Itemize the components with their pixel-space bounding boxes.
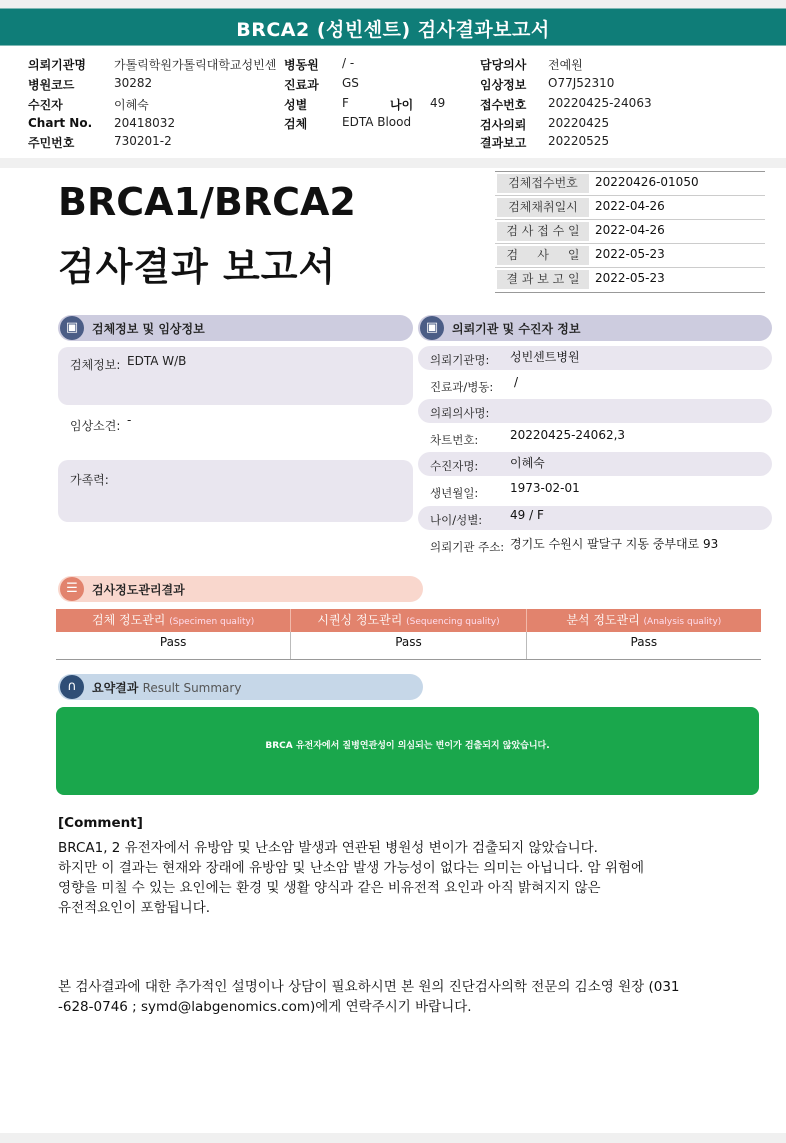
institution-row [418,452,772,476]
specimen-label: 검체정보: [70,358,121,372]
header-value: 20220425 [548,116,610,130]
quality-header-sub: (Sequencing quality) [406,617,500,627]
quality-section-header [58,576,423,602]
quality-value: Pass [56,632,291,659]
institution-row [418,346,772,370]
institution-value: 이혜숙 [510,456,545,470]
institution-row [418,533,772,557]
institution-key: 차트번호: [430,433,479,447]
meta-row [495,268,765,292]
comment-line: 유전적요인이 포함됩니다. [58,900,211,916]
quality-value: Pass [291,632,526,659]
institution-key: 의뢰기관 주소: [430,540,505,554]
summary-section-title [92,679,241,696]
meta-row [495,172,765,196]
summary-section-header [58,674,423,700]
specimen-value: EDTA W/B [127,354,187,368]
header-key: Chart No. [28,116,93,130]
header-value: O77J52310 [548,76,615,90]
quality-header-cell [56,609,291,632]
header-value: 20220525 [548,134,610,148]
report-meta-table [495,171,765,293]
ribbon-icon: ∩ [60,675,84,699]
result-summary-box [56,707,759,795]
summary-heading-en: Result Summary [142,681,242,695]
header-value: F [342,96,349,110]
clipboard-icon: ☰ [60,577,84,601]
result-summary-text: BRCA 유전자에서 질병연관성이 의심되는 변이가 검출되지 않았습니다. [265,741,550,751]
institution-value: 49 / F [510,508,544,522]
institution-value: 경기도 수원시 팔달구 지동 중부대로 93 [510,537,719,551]
header-key: 의뢰기관명 [28,58,86,72]
institution-key: 의뢰의사명: [430,406,490,420]
header-value: EDTA Blood [342,115,412,129]
institution-value: 성빈센트병원 [510,350,580,364]
header-key: 검체 [284,117,308,131]
comment-line: BRCA1, 2 유전자에서 유방암 및 난소암 발생과 연관된 병원성 변이가 검출되지 않았습니다. [58,840,598,856]
institution-key: 수진자명: [430,459,479,473]
family-history-box [58,460,413,522]
institution-key: 의뢰기관명: [430,353,490,367]
institution-value: / [514,375,519,389]
header-key: 병원코드 [28,78,75,92]
meta-value: 2022-04-26 [595,199,665,213]
report-title-line2: 검사결과 보고서 [58,245,337,289]
institution-value: 20220425-24062,3 [510,428,626,442]
header-key: 병동원 [284,58,319,72]
institution-row [418,373,772,397]
institution-key: 나이/성별: [430,513,483,527]
quality-section-title: 검사정도관리결과 [92,583,185,597]
header-value: GS [342,76,359,90]
quality-header-cell [527,609,761,632]
header-key: 수진자 [28,98,63,112]
header-value: 20418032 [114,116,176,130]
header-value: / - [342,56,355,70]
meta-row [495,220,765,244]
meta-value: 20220426-01050 [595,175,699,189]
comment-label: [Comment] [58,815,143,831]
institution-section-header [418,315,772,341]
institution-value: 1973-02-01 [510,481,580,495]
header-key: 나이 [390,98,414,112]
quality-header-label: 분석 정도관리 [566,613,640,627]
header-value: 20220425-24063 [548,96,652,110]
quality-header-sub: (Analysis quality) [643,617,722,627]
family-history-label: 가족력: [70,473,109,487]
lock-icon: ▣ [60,316,84,340]
header-key: 진료과 [284,78,319,92]
institution-row [418,506,772,530]
header-key: 주민번호 [28,136,75,150]
meta-key: 검 사 접 수 일 [497,222,589,241]
institution-section-title: 의뢰기관 및 수진자 정보 [452,322,581,336]
quality-header-cell [291,609,526,632]
contact-line: 본 검사결과에 대한 추가적인 설명이나 상담이 필요하시면 본 원의 진단검사의학 전문의 김소영 원장 (031 [58,979,680,995]
report-title-line1: BRCA1/BRCA2 [58,180,356,224]
institution-row [418,479,772,503]
header-key: 임상정보 [480,78,527,92]
institution-row [418,426,772,450]
quality-table [56,609,761,660]
meta-row [495,196,765,220]
quality-data-row [56,632,761,660]
quality-header-label: 검체 정도관리 [92,613,166,627]
meta-value: 2022-04-26 [595,223,665,237]
header-value: 이혜숙 [114,98,149,112]
header-key: 결과보고 [480,136,527,150]
meta-key: 검체접수번호 [497,174,589,193]
header-value: 49 [430,96,446,110]
quality-value: Pass [630,635,658,649]
quality-header-row [56,609,761,632]
specimen-section-header [58,315,413,341]
meta-value: 2022-05-23 [595,271,665,285]
meta-key: 검체채취일시 [497,198,589,217]
contact-line: -628-0746 ; symd@labgenomics.com)에게 연락주시기 바랍니다. [58,999,472,1015]
header-key: 접수번호 [480,98,527,112]
clinical-label: 임상소견: [70,419,121,433]
comment-line: 영향을 미칠 수 있는 요인에는 환경 및 생활 양식과 같은 비유전적 요인과 아직 밝혀지지 않은 [58,880,601,896]
clinical-value: - [127,413,132,427]
comment-line: 하지만 이 결과는 현재와 장래에 유방암 및 난소암 발생 가능성이 없다는 의미는 아닙니다. 암 위험에 [58,860,645,876]
header-value: 30282 [114,76,153,90]
quality-header-sub: (Specimen quality) [169,617,255,627]
institution-key: 진료과/병동: [430,380,494,394]
meta-key: 검 사 일 [497,246,589,265]
meta-row [495,244,765,268]
patient-header [0,46,786,158]
header-key: 담당의사 [480,58,527,72]
report-banner [0,8,786,46]
meta-key: 결 과 보 고 일 [497,270,589,289]
header-value: 730201-2 [114,134,172,148]
meta-value: 2022-05-23 [595,247,665,261]
header-value: 가톨릭학원가톨릭대학교성빈센 [114,58,277,72]
institution-key: 생년월일: [430,486,479,500]
banner-title: BRCA2 (성빈센트) 검사결과보고서 [236,19,550,41]
header-key: 검사의뢰 [480,118,527,132]
building-icon: ▣ [420,316,444,340]
header-value: 전예원 [548,58,583,72]
quality-header-label: 시퀀싱 정도관리 [317,613,403,627]
header-key: 성별 [284,98,308,112]
institution-row [418,399,772,423]
summary-heading: 요약결과 [92,681,139,695]
specimen-section-title: 검체정보 및 임상정보 [92,322,205,336]
